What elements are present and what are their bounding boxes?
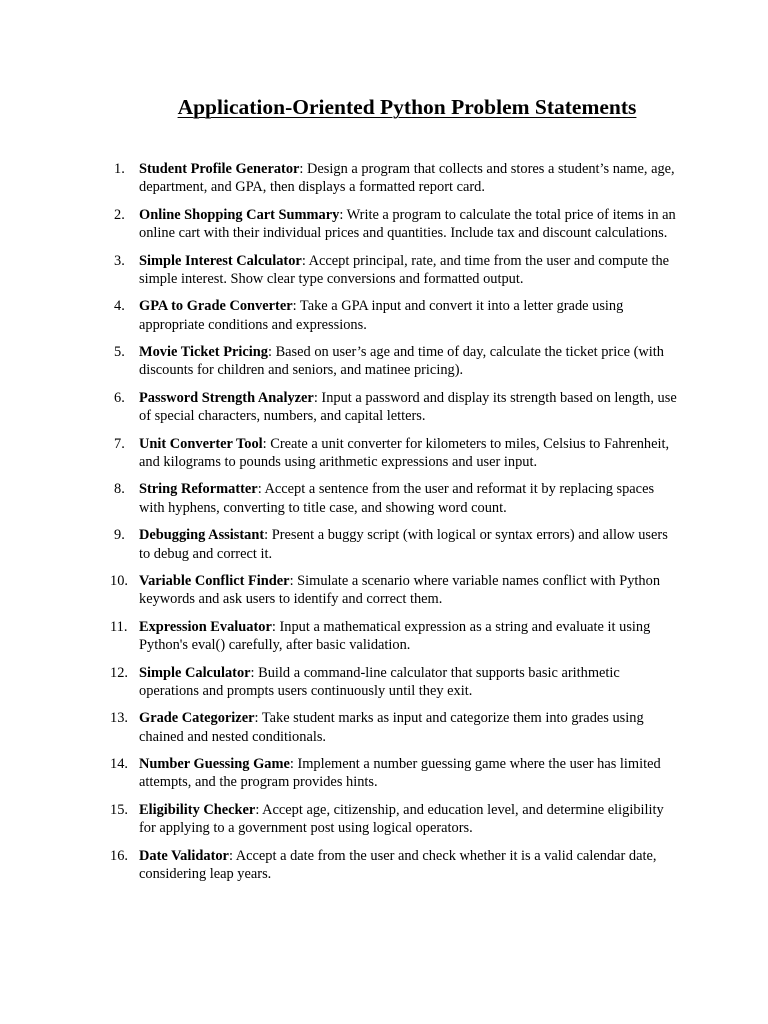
- problem-name: String Reformatter: [139, 481, 258, 498]
- problem-item: [110, 847, 677, 884]
- problem-number: 14.: [110, 756, 128, 773]
- problem-number: 1.: [114, 161, 125, 177]
- problem-number: 7.: [114, 435, 125, 452]
- problem-item: [110, 755, 677, 792]
- problem-number: 9.: [114, 527, 125, 544]
- problem-description: : Present a buggy script (with logical or syntax errors) and allow users to debug and correct it.: [139, 527, 668, 562]
- problem-name: Number Guessing Game: [139, 756, 290, 773]
- problem-item: [114, 297, 677, 334]
- problem-description: : Accept a sentence from the user and reformat it by replacing spaces with hyphens, converting to title case, and showing word count.: [139, 481, 655, 516]
- problem-number: 15.: [110, 801, 128, 818]
- problem-number: 10.: [110, 573, 128, 590]
- problem-item: [110, 709, 677, 746]
- problem-item: [110, 664, 677, 701]
- problem-description: : Accept principal, rate, and time from the user and compute the simple interest. Show clear type conversions and formatted output.: [139, 252, 670, 287]
- problem-name: Debugging Assistant: [139, 527, 265, 544]
- problem-number: 13.: [110, 710, 128, 727]
- problem-item: [110, 801, 677, 838]
- problem-name: Simple Interest Calculator: [139, 252, 302, 269]
- problem-item: [110, 572, 677, 609]
- problem-number: 6.: [114, 389, 125, 406]
- problem-item: [114, 526, 677, 563]
- problem-description: : Simulate a scenario where variable names conflict with Python keywords and ask users to identify and correct them.: [139, 573, 661, 608]
- problem-description: : Input a password and display its strength based on length, use of special characters, numbers, and capital letters.: [139, 389, 677, 425]
- problem-item: [114, 160, 677, 197]
- problem-number: 2.: [114, 206, 125, 223]
- problem-name: Expression Evaluator: [139, 618, 272, 635]
- problem-number: 5.: [114, 344, 125, 361]
- problem-name: Online Shopping Cart Summary: [139, 206, 340, 223]
- problem-name: Date Validator: [139, 847, 229, 864]
- problem-name: Unit Converter Tool: [139, 435, 263, 452]
- problem-description: : Design a program that collects and stores a student’s name, age, department, and GPA, then displays a formatted report card.: [139, 161, 675, 196]
- problem-item: [114, 480, 677, 517]
- problem-number: 12.: [110, 664, 128, 681]
- problem-name: GPA to Grade Converter: [139, 298, 293, 315]
- problem-description: : Implement a number guessing game where the user has limited attempts, and the program provides hints.: [139, 756, 661, 791]
- problem-name: Student Profile Generator: [139, 161, 300, 177]
- problem-item: [114, 389, 677, 426]
- problem-description: : Write a program to calculate the total price of items in an online cart with their individual prices and quantities. Include tax and discount calculations.: [139, 206, 676, 242]
- problem-number: 8.: [114, 481, 125, 498]
- problem-number: 16.: [110, 847, 128, 864]
- problem-description: : Accept a date from the user and check whether it is a valid calendar date, considering leap years.: [139, 847, 657, 883]
- problem-name: Eligibility Checker: [139, 801, 256, 818]
- problem-item: [114, 435, 677, 472]
- problem-name: Password Strength Analyzer: [139, 389, 314, 406]
- problem-number: 11.: [110, 618, 128, 635]
- problem-description: : Input a mathematical expression as a string and evaluate it using Python's eval() carefully, after basic validation.: [139, 618, 651, 654]
- problem-description: : Accept age, citizenship, and education level, and determine eligibility for applying to a government post using logical operators.: [139, 801, 664, 837]
- problem-name: Simple Calculator: [139, 664, 251, 681]
- problem-number: 3.: [114, 252, 125, 269]
- problem-description: : Build a command-line calculator that supports basic arithmetic operations and prompts users continuously until they exit.: [139, 664, 620, 699]
- problem-name: Grade Categorizer: [139, 710, 255, 727]
- problem-description: : Based on user’s age and time of day, calculate the ticket price (with discounts for children and seniors, and matinee pricing).: [139, 344, 664, 379]
- problem-name: Variable Conflict Finder: [139, 573, 290, 590]
- problem-list: [110, 160, 677, 893]
- problem-item: [114, 252, 677, 289]
- problem-item: [114, 343, 677, 380]
- problem-description: : Create a unit converter for kilometers to miles, Celsius to Fahrenheit, and kilograms to pounds using arithmetic expressions and user input.: [139, 435, 670, 470]
- problem-item: [110, 618, 677, 655]
- problem-description: : Take student marks as input and categorize them into grades using chained and nested conditionals.: [139, 710, 644, 745]
- problem-number: 4.: [114, 298, 125, 315]
- problem-item: [114, 206, 677, 243]
- problem-name: Movie Ticket Pricing: [139, 344, 268, 361]
- problem-description: : Take a GPA input and convert it into a letter grade using appropriate conditions and expressions.: [139, 298, 624, 333]
- document-title: Application-Oriented Python Problem Statements: [177, 95, 637, 119]
